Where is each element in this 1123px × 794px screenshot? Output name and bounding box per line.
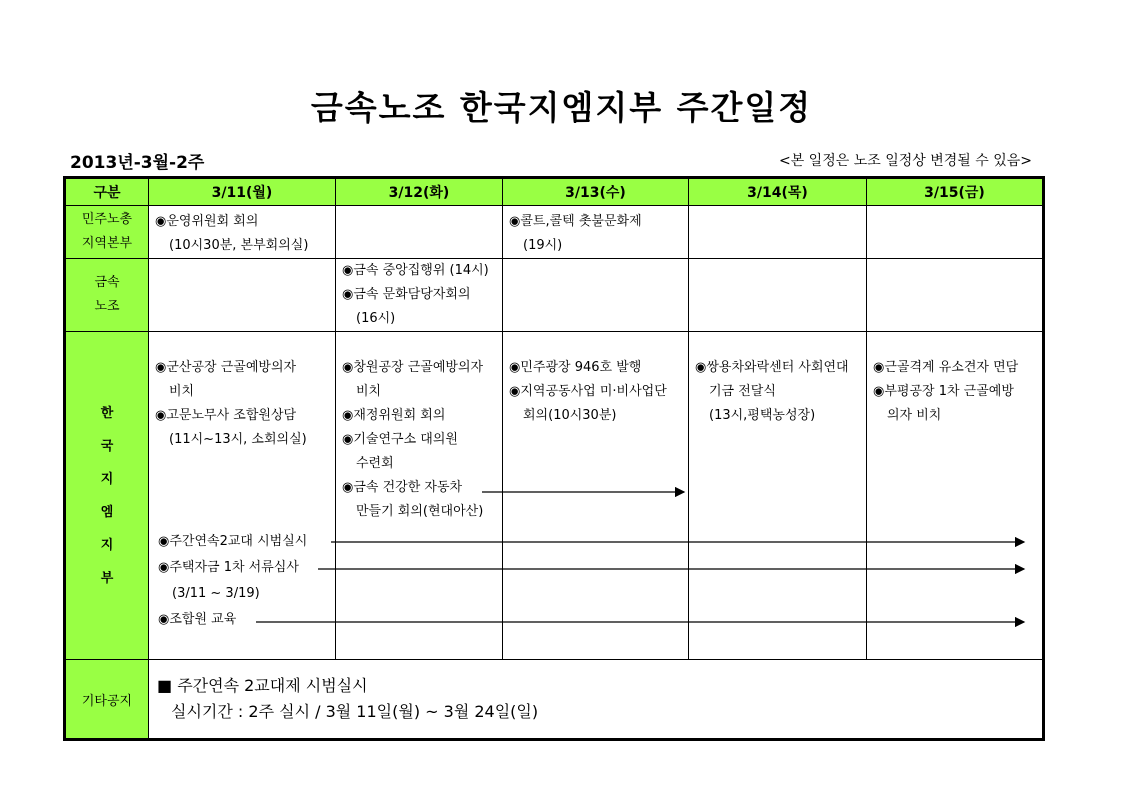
- cell-kctu-mon: [149, 206, 336, 259]
- row-label-kmwu: [65, 259, 149, 332]
- event-text: ◉근골격계 유소견자 면담: [873, 360, 1019, 375]
- row-label-gmk: [65, 332, 149, 660]
- row-label-line: 민주노총: [81, 212, 133, 227]
- col-header-wed: 3/13(수): [503, 178, 689, 206]
- cell-kctu-tue: [336, 206, 503, 259]
- cell-kctu-fri: [867, 206, 1044, 259]
- row-label-char: 한: [100, 405, 114, 421]
- event-text: (11시~13시, 소회의실): [169, 432, 307, 447]
- event-text: 만들기 회의(현대아산): [356, 504, 484, 519]
- cell-kmwu-fri: [867, 259, 1044, 332]
- cell-gmk-fri: [867, 332, 1044, 660]
- col-header-fri: 3/15(금): [867, 178, 1044, 206]
- event-text: ◉군산공장 근골예방의자: [155, 360, 297, 375]
- row-kctu: [65, 206, 1044, 259]
- event-text: ◉금속 건강한 자동차: [342, 480, 463, 495]
- event-text: ◉운영위원회 회의: [155, 214, 259, 229]
- row-label-char: 국: [100, 438, 114, 454]
- event-text: 의자 비치: [887, 408, 942, 423]
- cell-kmwu-mon: [149, 259, 336, 332]
- event-text: 비치: [169, 384, 195, 399]
- event-text: (16시): [356, 311, 396, 326]
- event-text: ◉창원공장 근골예방의자: [342, 360, 484, 375]
- header-row: [65, 178, 1044, 206]
- cell-kmwu-wed: [503, 259, 689, 332]
- span-event-housing-fund: ◉주택자금 1차 서류심사: [158, 560, 299, 575]
- event-text: ◉기술연구소 대의원: [342, 432, 458, 447]
- span-event-housing-fund-period: (3/11 ~ 3/19): [172, 586, 260, 601]
- event-text: (19시): [523, 238, 563, 253]
- event-text: ◉민주광장 946호 발행: [509, 360, 642, 375]
- cell-kmwu-tue: [336, 259, 503, 332]
- cell-kmwu-thu: [689, 259, 867, 332]
- event-text: ◉고문노무사 조합원상담: [155, 408, 297, 423]
- col-header-category: 구분: [65, 178, 149, 206]
- page-title: 금속노조 한국지엠지부 주간일정: [310, 88, 813, 127]
- event-text: ◉콜트,콜텍 촛불문화제: [509, 214, 642, 229]
- col-header-tue: 3/12(화): [336, 178, 503, 206]
- event-text: ◉금속 문화담당자회의: [342, 287, 471, 302]
- row-kmwu: [65, 259, 1044, 332]
- col-header-mon: 3/11(월): [149, 178, 336, 206]
- event-text: ◉금속 중앙집행위 (14시): [342, 263, 489, 278]
- schedule-table: [63, 176, 1045, 741]
- cell-gmk-tue: [336, 332, 503, 660]
- cell-gmk-wed: [503, 332, 689, 660]
- span-event-member-education: ◉조합원 교육: [158, 612, 237, 627]
- notice-period: 실시기간 : 2주 실시 / 3월 11일(월) ~ 3월 24일(일): [171, 702, 539, 721]
- event-text: ◉부평공장 1차 근골예방: [873, 384, 1014, 399]
- event-text: (10시30분, 본부회의실): [169, 238, 309, 253]
- notice-cell: [149, 660, 1044, 740]
- event-text: 수련회: [356, 456, 394, 471]
- row-label-char: 지: [100, 537, 114, 553]
- row-label-line: 노조: [94, 299, 120, 314]
- event-text: 기금 전달식: [709, 384, 776, 399]
- event-text: ◉쌍용차와락센터 사회연대: [695, 360, 849, 375]
- row-label-line: 금속: [94, 275, 120, 290]
- week-label: 2013년-3월-2주: [70, 153, 205, 173]
- cell-kctu-thu: [689, 206, 867, 259]
- row-label-char: 지: [100, 471, 114, 487]
- row-notice: [65, 660, 1044, 740]
- event-text: ◉지역공동사업 미·비사업단: [509, 384, 667, 399]
- span-event-shift-trial: ◉주간연속2교대 시범실시: [158, 534, 308, 549]
- row-label-char: 엠: [100, 504, 114, 520]
- event-text: (13시,평택농성장): [709, 408, 816, 423]
- schedule-notice: <본 일정은 노조 일정상 변경될 수 있음>: [778, 153, 1032, 169]
- col-header-thu: 3/14(목): [689, 178, 867, 206]
- event-text: 비치: [356, 384, 382, 399]
- notice-title: ■ 주간연속 2교대제 시범실시: [157, 676, 368, 695]
- cell-kctu-wed: [503, 206, 689, 259]
- event-text: 회의(10시30분): [523, 408, 617, 423]
- row-label-line: 지역본부: [81, 236, 133, 251]
- event-text: ◉재정위원회 회의: [342, 408, 446, 423]
- cell-gmk-thu: [689, 332, 867, 660]
- row-label-kctu: [65, 206, 149, 259]
- row-label-char: 부: [100, 570, 114, 586]
- row-label-notice: 기타공지: [65, 660, 149, 740]
